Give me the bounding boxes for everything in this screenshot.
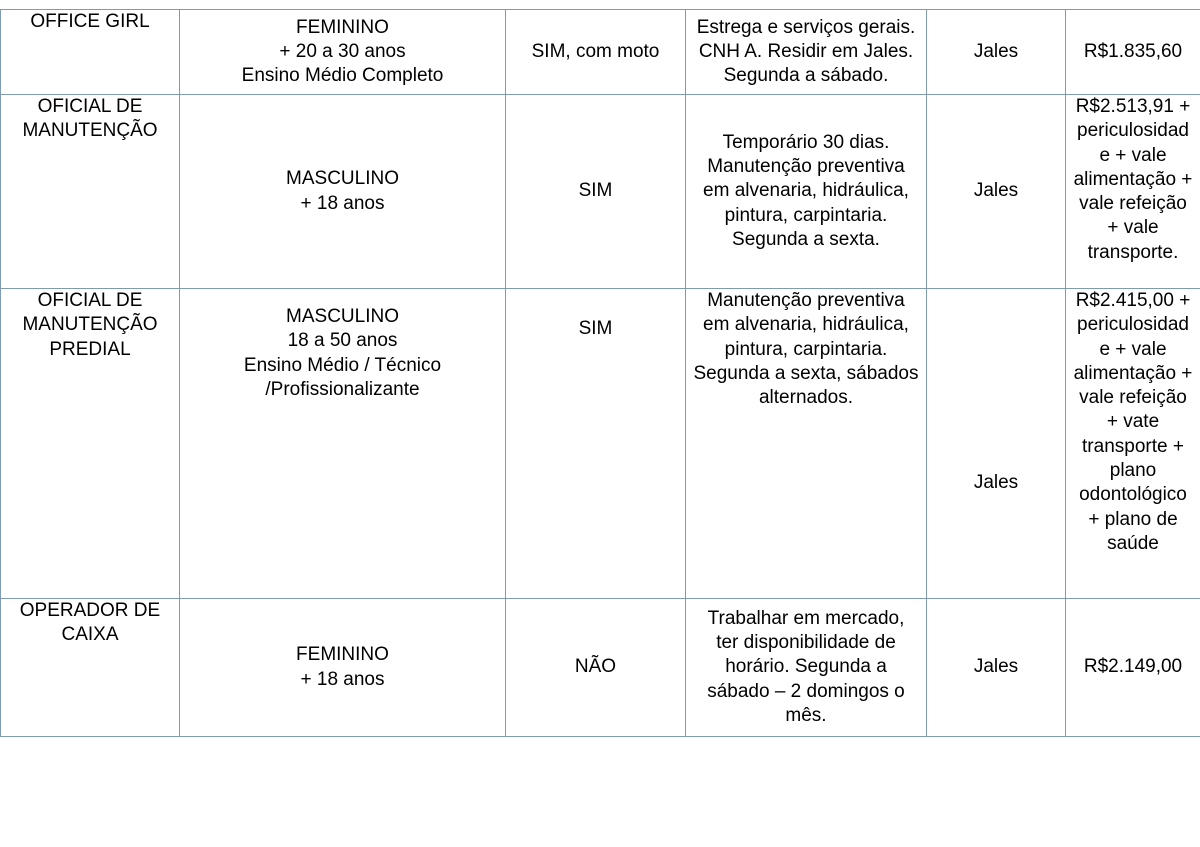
notes-cell: Temporário 30 dias. Manutenção preventiva em alvenaria, hidráulica, pintura, carpintaria. Segunda a sexta. bbox=[686, 95, 927, 289]
requirements-cell: MASCULINO + 18 anos bbox=[180, 95, 506, 289]
salary-cell: R$2.513,91 + periculosidad e + vale alimentação + vale refeição + vale transporte. bbox=[1066, 95, 1200, 289]
salary-cell: R$2.415,00 + periculosidad e + vale alimentação + vale refeição + vate transporte + plano odontológico + plano de saúde bbox=[1066, 289, 1200, 599]
table-row bbox=[1, 599, 1200, 737]
requirements-cell: MASCULINO 18 a 50 anos Ensino Médio / Técnico /Profissionalizante bbox=[180, 289, 506, 599]
requirements-cell: FEMININO + 20 a 30 anos Ensino Médio Completo bbox=[180, 10, 506, 95]
vehicle-cell: SIM bbox=[506, 95, 686, 289]
job-listings-table bbox=[0, 9, 1200, 737]
notes-cell: Estrega e serviços gerais. CNH A. Residir em Jales. Segunda a sábado. bbox=[686, 10, 927, 95]
vehicle-cell: SIM bbox=[506, 289, 686, 599]
table-row bbox=[1, 289, 1200, 599]
table-row bbox=[1, 95, 1200, 289]
table-row bbox=[1, 10, 1200, 95]
job-title-cell: OPERADOR DE CAIXA bbox=[1, 599, 180, 737]
job-title-cell: OFICIAL DE MANUTENÇÃO PREDIAL bbox=[1, 289, 180, 599]
vehicle-cell: NÃO bbox=[506, 599, 686, 737]
vehicle-cell: SIM, com moto bbox=[506, 10, 686, 95]
job-title-cell: OFICIAL DE MANUTENÇÃO bbox=[1, 95, 180, 289]
salary-cell: R$1.835,60 bbox=[1066, 10, 1200, 95]
job-title-cell: OFFICE GIRL bbox=[1, 10, 180, 95]
requirements-cell: FEMININO + 18 anos bbox=[180, 599, 506, 737]
city-cell: Jales bbox=[927, 10, 1066, 95]
notes-cell: Trabalhar em mercado, ter disponibilidade de horário. Segunda a sábado – 2 domingos o mês. bbox=[686, 599, 927, 737]
city-cell: Jales bbox=[927, 95, 1066, 289]
notes-cell: Manutenção preventiva em alvenaria, hidráulica, pintura, carpintaria. Segunda a sexta, sábados alternados. bbox=[686, 289, 927, 599]
salary-cell: R$2.149,00 bbox=[1066, 599, 1200, 737]
city-cell: Jales bbox=[927, 599, 1066, 737]
city-cell: Jales bbox=[927, 289, 1066, 599]
